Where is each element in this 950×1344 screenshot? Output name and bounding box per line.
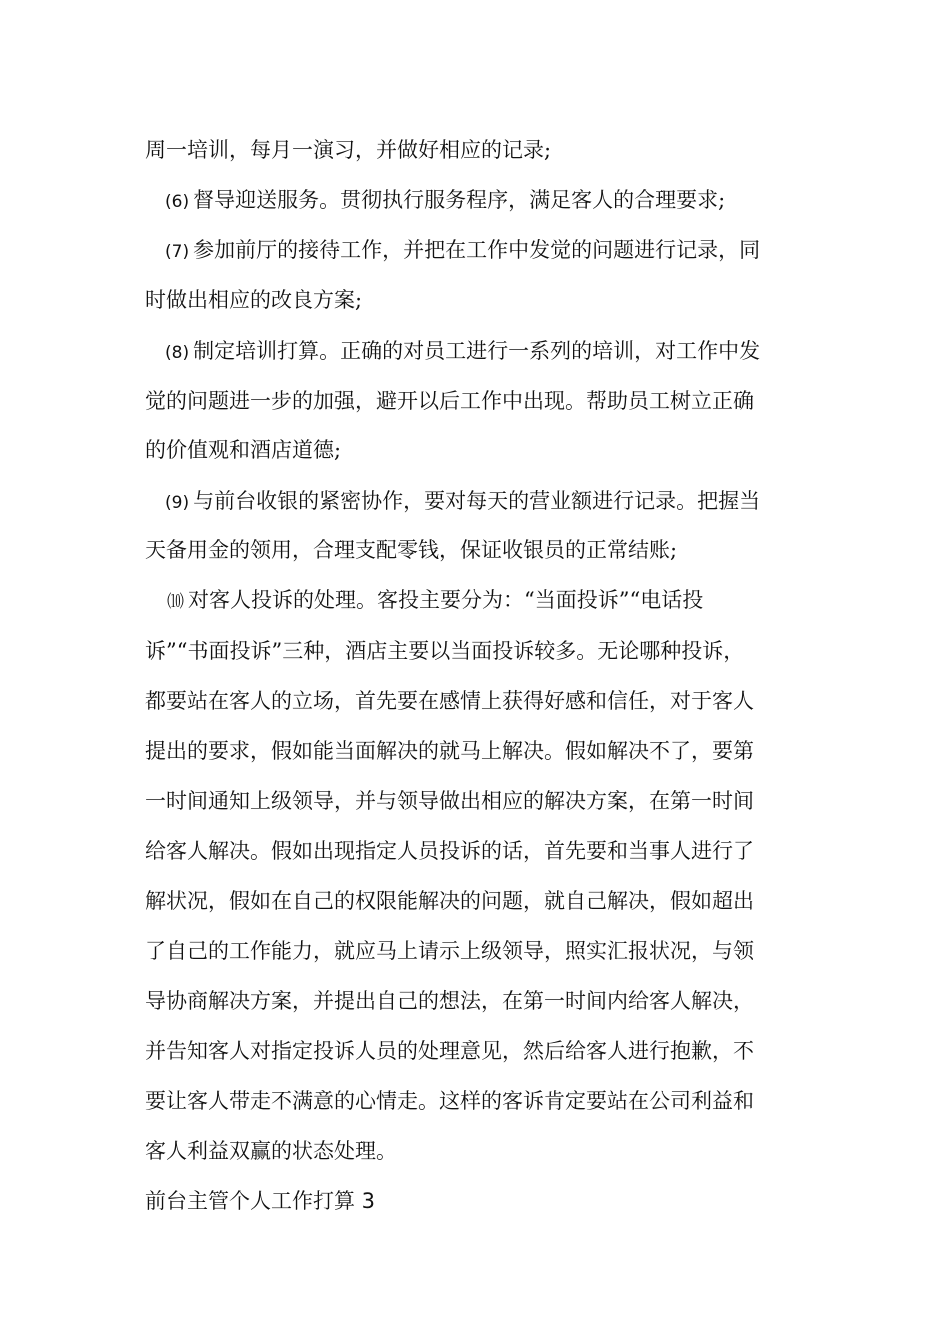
text-line (145, 786, 754, 816)
list-item-6 (165, 185, 725, 215)
text-line (145, 535, 677, 565)
line-text: 对客人投诉的处理。客投主要分为：“当面投诉”“电话投 (188, 588, 704, 612)
text-line (145, 1036, 754, 1066)
item-number: (9) (165, 493, 190, 513)
text-line (145, 1136, 397, 1166)
list-item-10 (167, 585, 703, 615)
line-text: 客人利益双赢的状态处理。 (145, 1139, 397, 1163)
line-text: 并告知客人对指定投诉人员的处理意见，然后给客人进行抱歉，不 (145, 1039, 754, 1063)
text-line (145, 986, 754, 1016)
line-text: 导协商解决方案，并提出自己的想法，在第一时间内给客人解决， (145, 989, 754, 1013)
text-line (145, 1086, 754, 1116)
line-text: 觉的问题进一步的加强，避开以后工作中出现。帮助员工树立正确 (145, 389, 754, 413)
section-heading (145, 1186, 375, 1216)
line-text: 天备用金的领用，合理支配零钱，保证收银员的正常结账; (145, 538, 678, 562)
list-item-8 (165, 336, 760, 366)
list-item-9 (165, 486, 760, 516)
line-text: 参加前厅的接待工作，并把在工作中发觉的问题进行记录，同 (193, 238, 761, 262)
line-text: 要让客人带走不满意的心情走。这样的客诉肯定要站在公司利益和 (145, 1089, 754, 1113)
item-number: (7) (165, 242, 190, 262)
line-text: 诉”“书面投诉”三种，酒店主要以当面投诉较多。无论哪种投诉， (145, 639, 745, 663)
text-line (145, 285, 362, 315)
text-line (145, 736, 754, 766)
text-line (145, 836, 754, 866)
line-text: 周一培训，每月一演习，并做好相应的记录; (145, 138, 552, 162)
item-number: ⑽ (167, 592, 184, 612)
line-text: 一时间通知上级领导，并与领导做出相应的解决方案，在第一时间 (145, 789, 754, 813)
text-line (145, 686, 754, 716)
item-number: (8) (165, 343, 190, 363)
text-line (145, 636, 744, 666)
line-text: 的价值观和酒店道德; (145, 438, 342, 462)
item-number: (6) (165, 192, 190, 212)
line-text: 督导迎送服务。贯彻执行服务程序，满足客人的合理要求; (193, 188, 726, 212)
text-line (145, 435, 341, 465)
text-line (145, 135, 551, 165)
line-text: 都要站在客人的立场，首先要在感情上获得好感和信任，对于客人 (145, 689, 754, 713)
text-line (145, 936, 754, 966)
line-text: 时做出相应的改良方案; (145, 288, 363, 312)
line-text: 制定培训打算。正确的对员工进行一系列的培训，对工作中发 (193, 339, 761, 363)
line-text: 给客人解决。假如出现指定人员投诉的话，首先要和当事人进行了 (145, 839, 754, 863)
line-text: 与前台收银的紧密协作，要对每天的营业额进行记录。把握当 (193, 489, 761, 513)
text-line (145, 886, 754, 916)
heading-text: 前台主管个人工作打算 3 (145, 1189, 376, 1213)
line-text: 提出的要求，假如能当面解决的就马上解决。假如解决不了，要第 (145, 739, 754, 763)
line-text: 了自己的工作能力，就应马上请示上级领导，照实汇报状况，与领 (145, 939, 754, 963)
text-line (145, 386, 754, 416)
list-item-7 (165, 235, 760, 265)
line-text: 解状况，假如在自己的权限能解决的问题，就自己解决，假如超出 (145, 889, 754, 913)
